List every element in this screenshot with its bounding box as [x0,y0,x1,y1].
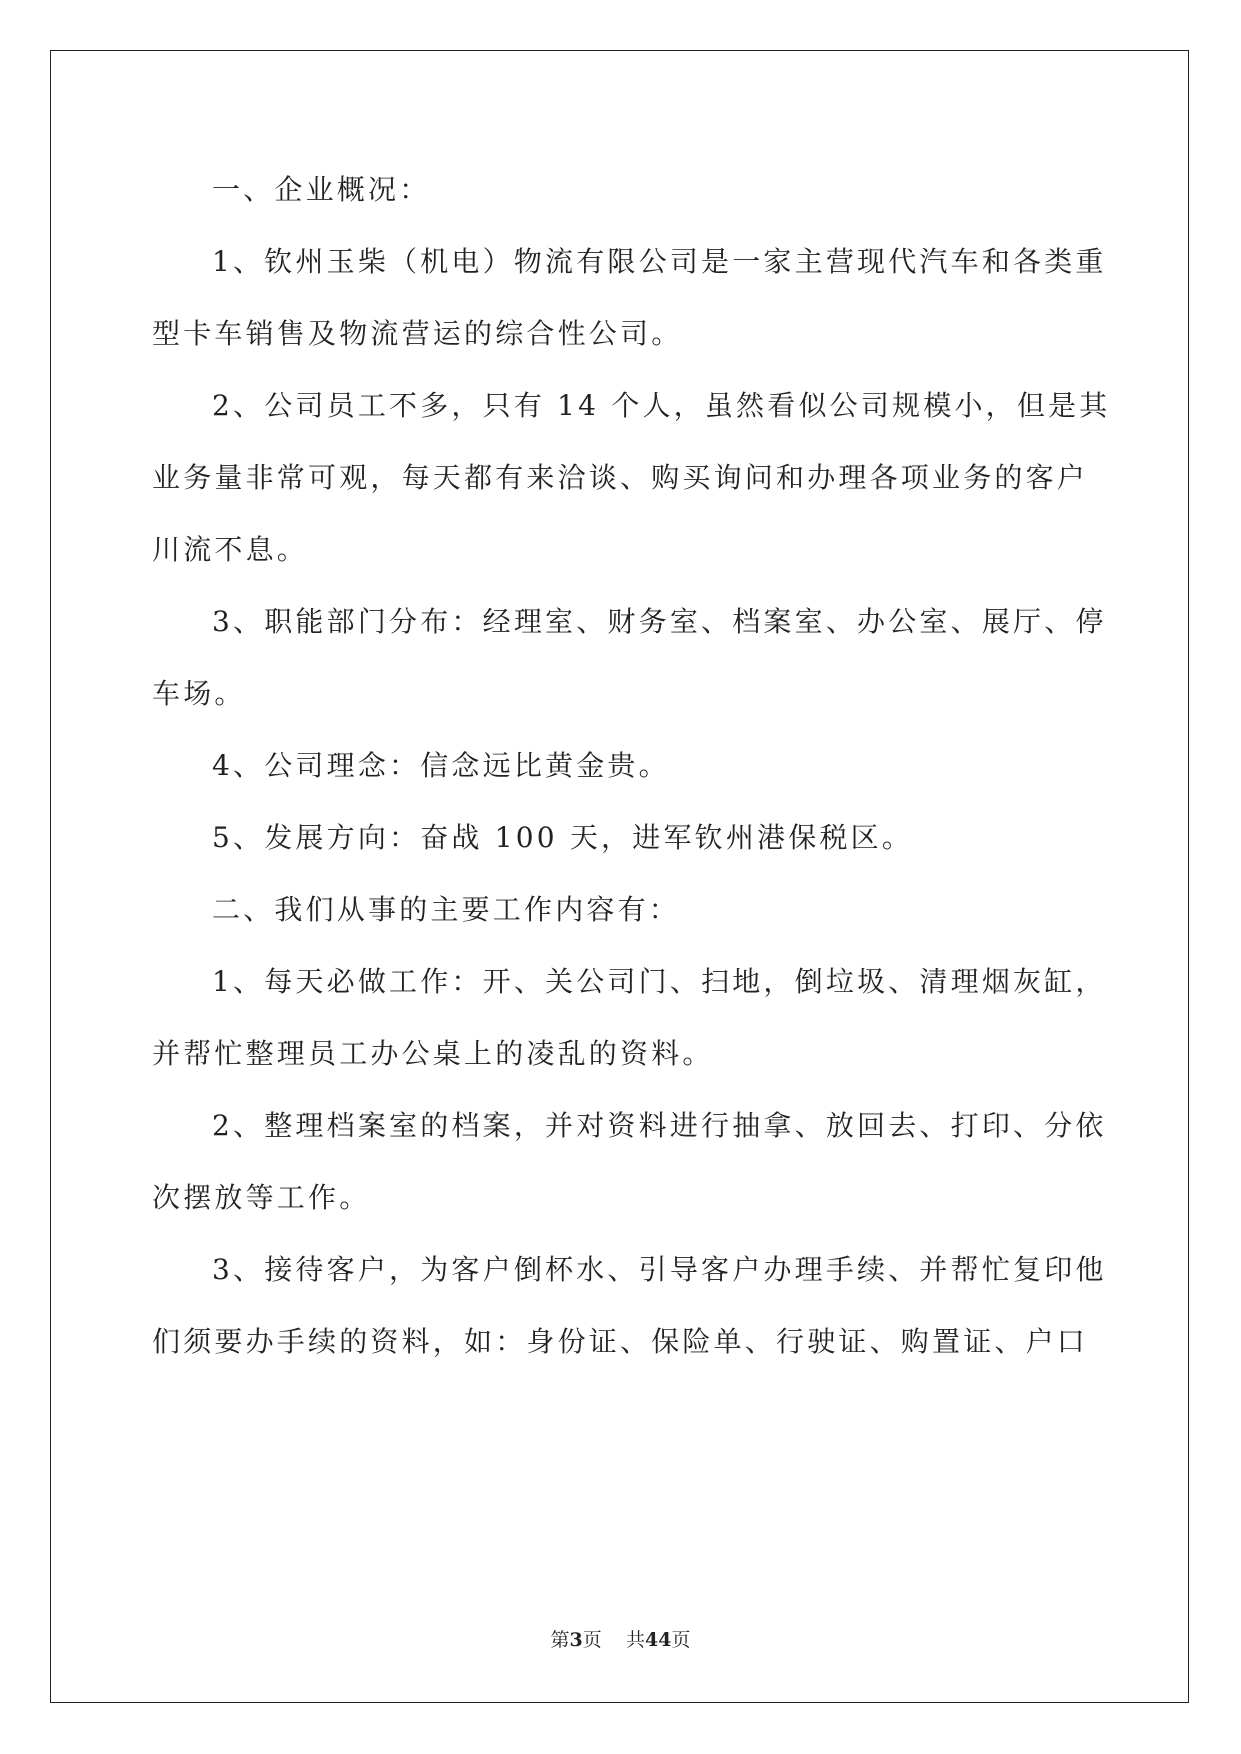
paragraph-line: 5、发展方向：奋战 100 天，进军钦州港保税区。 [212,821,914,854]
page-number-footer [0,1625,1241,1652]
footer-page-suffix: 页 [582,1629,602,1651]
paragraph-line: 2、整理档案室的档案，并对资料进行抽拿、放回去、打印、分依 [212,1109,1107,1142]
paragraph-line: 1、钦州玉柴（机电）物流有限公司是一家主营现代汽车和各类重 [212,245,1107,278]
paragraph-line: 业务量非常可观，每天都有来洽谈、购买询问和办理各项业务的客户 [152,461,1089,494]
paragraph-line: 并帮忙整理员工办公桌上的凌乱的资料。 [152,1037,714,1070]
paragraph-line: 1、每天必做工作：开、关公司门、扫地，倒垃圾、清理烟灰缸， [212,965,1107,998]
footer-total-prefix: 共 [625,1629,645,1651]
paragraph-line: 们须要办手续的资料，如：身份证、保险单、行驶证、购置证、户口 [152,1325,1089,1358]
current-page-number: 3 [569,1629,583,1651]
paragraph-line: 型卡车销售及物流营运的综合性公司。 [152,317,683,350]
paragraph-line: 3、职能部门分布：经理室、财务室、档案室、办公室、展厅、停 [212,605,1107,638]
footer-total-suffix: 页 [671,1629,691,1651]
section-heading-overview: 一、企业概况： [212,173,431,206]
footer-prefix: 第 [550,1629,570,1651]
paragraph-line: 4、公司理念：信念远比黄金贵。 [212,749,670,782]
paragraph-line: 2、公司员工不多，只有 14 个人，虽然看似公司规模小，但是其 [212,389,1111,422]
paragraph-line: 3、接待客户，为客户倒杯水、引导客户办理手续、并帮忙复印他 [212,1253,1107,1286]
paragraph-line: 车场。 [152,677,246,710]
paragraph-line: 次摆放等工作。 [152,1181,371,1214]
page-border [50,50,1189,1703]
paragraph-line: 川流不息。 [152,533,309,566]
total-page-count: 44 [644,1629,672,1651]
section-heading-work: 二、我们从事的主要工作内容有： [212,893,681,926]
